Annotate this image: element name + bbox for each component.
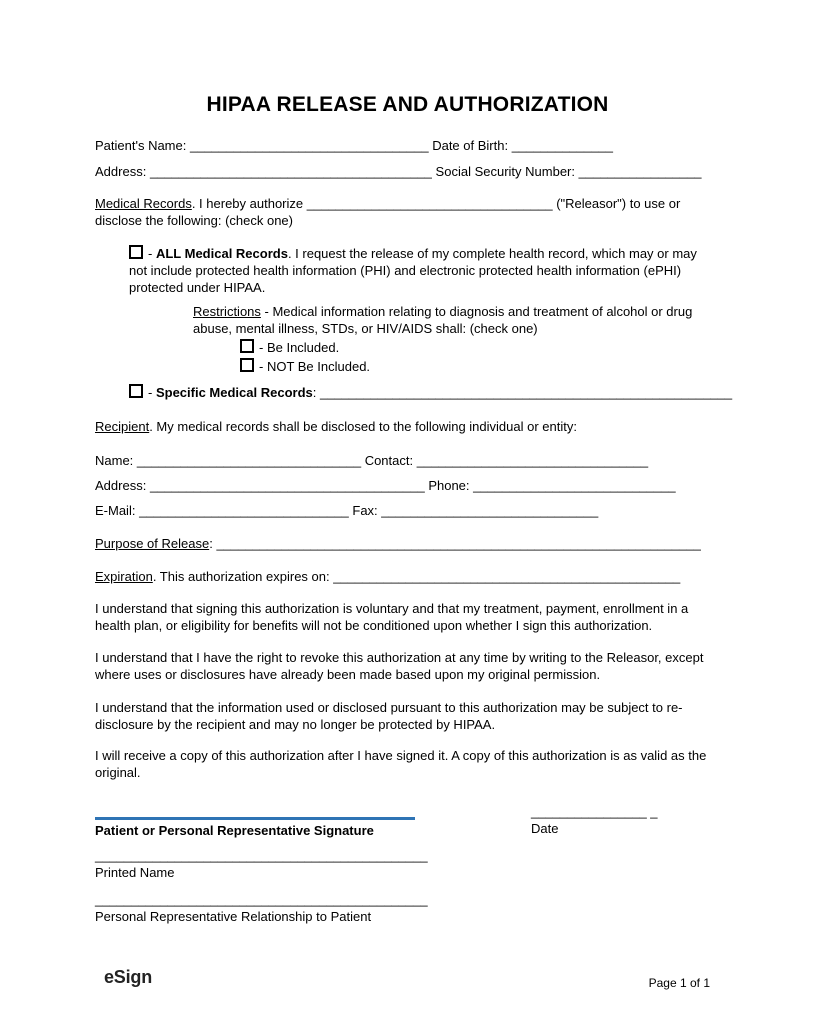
restriction-included-label: - Be Included. — [259, 340, 340, 355]
all-medical-records-option — [129, 245, 717, 296]
restriction-not-included-label: - NOT Be Included. — [259, 359, 371, 374]
page-number: Page 1 of 1 — [648, 976, 710, 990]
expiration-heading: Expiration — [95, 569, 153, 584]
restrictions-paragraph — [193, 303, 713, 337]
recipient-email-blank[interactable]: _____________________________ — [139, 503, 349, 518]
patient-address-blank[interactable]: _______________________________________ — [149, 164, 432, 179]
medical-records-tail: ("Releasor") to use or disclose the following: (check one) — [95, 196, 681, 228]
signature-column — [95, 817, 435, 839]
recipient-phone-label: Phone: — [428, 478, 470, 493]
recipient-contact-label: Contact: — [364, 453, 414, 468]
purpose-colon: : — [209, 536, 213, 551]
expiration-row — [95, 568, 720, 585]
restriction-option-not-included — [240, 358, 720, 375]
recipient-email-row — [95, 502, 720, 519]
patient-name-label: Patient's Name: — [95, 138, 187, 153]
checkbox-restriction-included[interactable] — [240, 339, 254, 353]
date-of-birth-label: Date of Birth: — [432, 138, 509, 153]
specific-records-dash: - — [148, 385, 153, 400]
all-records-dash: - — [148, 246, 153, 261]
acknowledgment-paragraph-2: I understand that I have the right to revoke this authorization at any time by writing to the Releasor, except where uses or disclosures have already been made based upon my original permission. — [95, 650, 704, 682]
all-records-label: ALL Medical Records — [155, 246, 288, 261]
restrictions-text: - Medical information relating to diagnosis and treatment of alcohol or drug abuse, mental illness, STDs, or HIV/AIDS shall: (check one) — [193, 304, 693, 336]
purpose-row — [95, 535, 720, 552]
medical-records-intro — [95, 195, 720, 229]
recipient-fax-blank[interactable]: ______________________________ — [381, 503, 599, 518]
medical-records-heading: Medical Records — [95, 196, 192, 211]
printed-name-blank[interactable]: ______________________________________________ — [95, 848, 428, 863]
relationship-group — [95, 891, 720, 925]
checkbox-specific-medical-records[interactable] — [129, 384, 143, 398]
relationship-label: Personal Representative Relationship to Patient — [95, 909, 372, 924]
ssn-blank[interactable]: _________________ — [578, 164, 702, 179]
patient-address-row — [95, 163, 720, 180]
recipient-address-row — [95, 477, 720, 494]
ssn-label: Social Security Number: — [435, 164, 575, 179]
date-blank[interactable]: ________________ _ — [531, 804, 658, 819]
recipient-name-row — [95, 452, 720, 469]
purpose-blank[interactable]: ___________________________________________________________________ — [216, 536, 701, 551]
date-of-birth-blank[interactable]: ______________ — [511, 138, 613, 153]
checkbox-all-medical-records[interactable] — [129, 245, 143, 259]
specific-medical-records-option — [129, 384, 733, 401]
patient-name-row — [95, 137, 720, 154]
acknowledgment-paragraph-4: I will receive a copy of this authorization after I have signed it. A copy of this authorization is as valid as the original. — [95, 748, 707, 780]
releasor-blank[interactable]: __________________________________ — [306, 196, 553, 211]
checkbox-restriction-not-included[interactable] — [240, 358, 254, 372]
recipient-address-label: Address: — [95, 478, 147, 493]
specific-records-blank[interactable]: _________________________________________________________ — [320, 385, 733, 400]
recipient-fax-label: Fax: — [352, 503, 378, 518]
recipient-contact-blank[interactable]: ________________________________ — [416, 453, 649, 468]
specific-records-label: Specific Medical Records — [155, 385, 313, 400]
restriction-option-included — [240, 339, 720, 356]
page-title: HIPAA RELEASE AND AUTHORIZATION — [206, 93, 609, 116]
recipient-phone-blank[interactable]: ____________________________ — [473, 478, 676, 493]
recipient-name-blank[interactable]: _______________________________ — [136, 453, 362, 468]
date-label: Date — [531, 821, 559, 836]
recipient-address-blank[interactable]: ______________________________________ — [149, 478, 425, 493]
signature-section — [95, 804, 720, 839]
all-records-text: . I request the release of my complete health record, which may or may not include protected health information (PHI) and electronic protected health information (ePHI) protected under HIPAA. — [129, 246, 697, 295]
signature-line[interactable] — [95, 817, 415, 820]
expiration-text: . This authorization expires on: — [152, 569, 330, 584]
date-column — [531, 803, 658, 839]
recipient-name-label: Name: — [95, 453, 134, 468]
recipient-text: . My medical records shall be disclosed to the following individual or entity: — [149, 419, 577, 434]
recipient-email-label: E-Mail: — [95, 503, 136, 518]
purpose-heading: Purpose of Release — [95, 536, 210, 551]
patient-name-blank[interactable]: _________________________________ — [189, 138, 429, 153]
esign-logo: eSign — [104, 967, 153, 987]
recipient-heading: Recipient — [95, 419, 150, 434]
restrictions-heading: Restrictions — [193, 304, 261, 319]
patient-address-label: Address: — [95, 164, 147, 179]
signature-label: Patient or Personal Representative Signature — [95, 823, 374, 838]
specific-records-colon: : — [312, 385, 317, 400]
printed-name-label: Printed Name — [95, 865, 175, 880]
relationship-blank[interactable]: ______________________________________________ — [95, 892, 428, 907]
printed-name-group — [95, 847, 720, 881]
medical-records-lead: . I hereby authorize — [191, 196, 304, 211]
acknowledgment-paragraph-3: I understand that the information used or disclosed pursuant to this authorization may be subject to re-disclosure by the recipient and may no longer be protected by HIPAA. — [95, 700, 683, 732]
recipient-intro — [95, 418, 720, 435]
acknowledgment-paragraph-1: I understand that signing this authorization is voluntary and that my treatment, payment, enrollment in a health plan, or eligibility for benefits will not be conditioned upon whether I sign this authorization. — [95, 601, 689, 633]
expiration-blank[interactable]: ________________________________________________ — [333, 569, 681, 584]
